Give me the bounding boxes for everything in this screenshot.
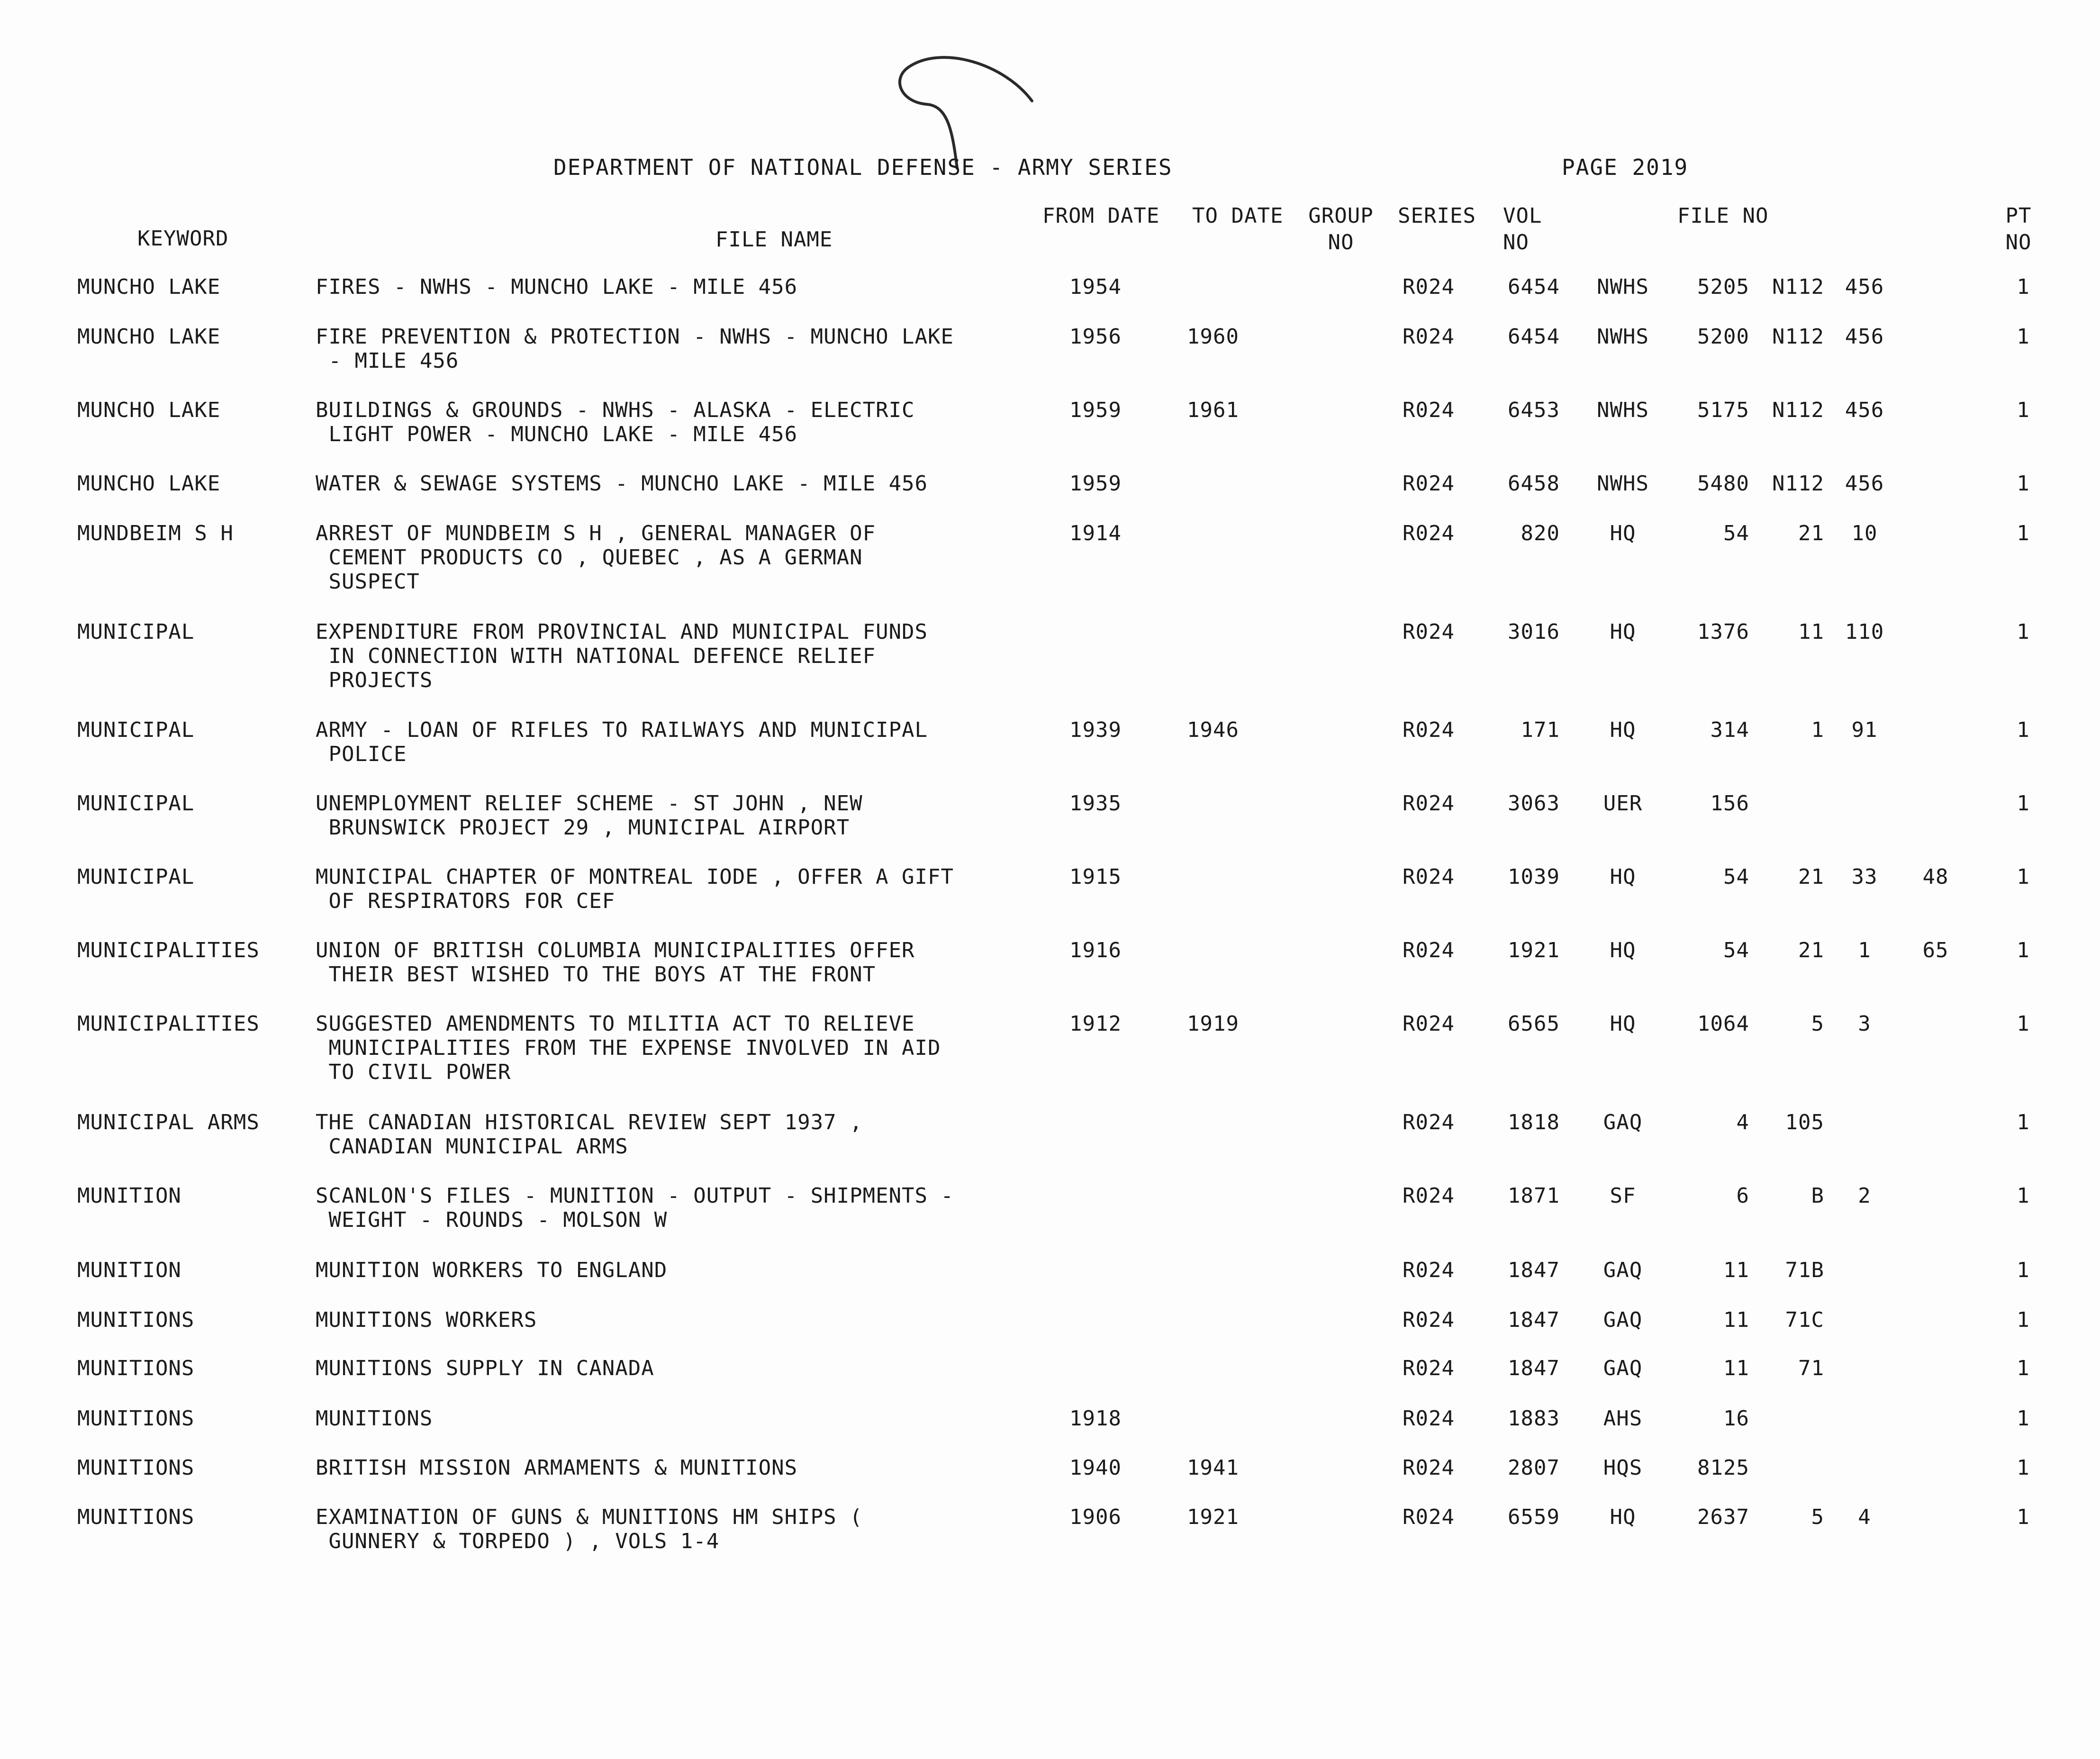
row-file-no-3: 1	[1811, 718, 1824, 742]
row-pt-no: 1	[2017, 521, 2030, 545]
row-file-name: SCANLON'S FILES - MUNITION - OUTPUT - SHIPMENTS - WEIGHT - ROUNDS - MOLSON W	[316, 1184, 954, 1232]
row-vol-no: 6453	[1508, 398, 1560, 422]
row-file-name: BRITISH MISSION ARMAMENTS & MUNITIONS	[316, 1456, 798, 1480]
row-keyword: MUNCHO LAKE	[77, 275, 221, 299]
row-file-no-4: 456	[1845, 275, 1884, 299]
row-keyword: MUNICIPAL	[77, 620, 195, 644]
column-header-group-line1: GROUP	[1308, 204, 1374, 228]
row-file-no-3: 5	[1811, 1012, 1824, 1036]
row-file-no-5: 48	[1922, 865, 1949, 889]
row-pt-no: 1	[2017, 1456, 2030, 1480]
row-keyword: MUNICIPAL	[77, 791, 195, 816]
row-file-name: MUNITIONS	[316, 1406, 433, 1431]
row-series: R024	[1403, 1110, 1455, 1134]
row-file-no-3: 21	[1798, 938, 1824, 962]
row-file-name: SUGGESTED AMENDMENTS TO MILITIA ACT TO RELIEVE MUNICIPALITIES FROM THE EXPENSE INVOLVED IN AID TO CIVIL POWER	[316, 1012, 941, 1084]
page-number: PAGE 2019	[1562, 154, 1689, 180]
row-pt-no: 1	[2017, 791, 2030, 816]
row-vol-no: 6559	[1508, 1505, 1560, 1529]
row-file-name: ARREST OF MUNDBEIM S H , GENERAL MANAGER OF CEMENT PRODUCTS CO , QUEBEC , AS A GERMAN SUSPECT	[316, 521, 876, 594]
row-file-no-2: 8125	[1697, 1456, 1749, 1480]
row-from-date: 1914	[1069, 521, 1122, 545]
row-pt-no: 1	[2017, 471, 2030, 496]
row-pt-no: 1	[2017, 718, 2030, 742]
row-file-no-3: 11	[1798, 620, 1824, 644]
row-from-date: 1940	[1069, 1456, 1122, 1480]
row-series: R024	[1403, 521, 1455, 545]
row-pt-no: 1	[2017, 620, 2030, 644]
column-header-to-date: TO DATE	[1192, 204, 1284, 228]
row-from-date: 1918	[1069, 1406, 1122, 1431]
row-file-no-2: 54	[1723, 865, 1749, 889]
row-file-no-1: HQ	[1610, 1012, 1636, 1036]
row-file-no-1: HQ	[1610, 521, 1636, 545]
row-to-date: 1921	[1187, 1505, 1239, 1529]
row-from-date: 1959	[1069, 398, 1122, 422]
row-file-no-1: GAQ	[1603, 1258, 1643, 1282]
row-file-name: ARMY - LOAN OF RIFLES TO RAILWAYS AND MUNICIPAL POLICE	[316, 718, 928, 766]
row-series: R024	[1403, 325, 1455, 349]
row-vol-no: 3016	[1508, 620, 1560, 644]
row-file-no-1: HQS	[1603, 1456, 1643, 1480]
row-file-no-2: 16	[1723, 1406, 1749, 1431]
row-file-no-1: HQ	[1610, 1505, 1636, 1529]
row-file-no-1: NWHS	[1597, 398, 1649, 422]
row-keyword: MUNICIPAL ARMS	[77, 1110, 260, 1134]
row-keyword: MUNICIPALITIES	[77, 938, 260, 962]
row-to-date: 1941	[1187, 1456, 1239, 1480]
row-keyword: MUNCHO LAKE	[77, 325, 221, 349]
row-file-no-3: 71	[1798, 1356, 1824, 1380]
row-file-name: FIRES - NWHS - MUNCHO LAKE - MILE 456	[316, 275, 798, 299]
row-from-date: 1939	[1069, 718, 1122, 742]
row-pt-no: 1	[2017, 1406, 2030, 1431]
row-file-no-4: 1	[1858, 938, 1871, 962]
row-file-no-1: SF	[1610, 1184, 1636, 1208]
row-keyword: MUNITIONS	[77, 1505, 195, 1529]
column-header-pt-line1: PT	[2005, 204, 2032, 228]
row-file-no-1: HQ	[1610, 938, 1636, 962]
row-series: R024	[1403, 471, 1455, 496]
row-file-no-2: 1376	[1697, 620, 1749, 644]
column-header-series: SERIES	[1398, 204, 1476, 228]
column-header-vol	[1503, 203, 1542, 256]
row-series: R024	[1403, 275, 1455, 299]
row-file-no-3: N112	[1772, 275, 1824, 299]
row-file-no-4: 33	[1851, 865, 1878, 889]
row-keyword: MUNDBEIM S H	[77, 521, 234, 545]
row-file-no-3: N112	[1772, 398, 1824, 422]
row-to-date: 1946	[1187, 718, 1239, 742]
row-file-name: UNEMPLOYMENT RELIEF SCHEME - ST JOHN , NEW BRUNSWICK PROJECT 29 , MUNICIPAL AIRPORT	[316, 791, 863, 840]
row-vol-no: 1921	[1508, 938, 1560, 962]
row-pt-no: 1	[2017, 1184, 2030, 1208]
row-to-date: 1919	[1187, 1012, 1239, 1036]
row-vol-no: 1847	[1508, 1356, 1560, 1380]
row-file-no-3: 71B	[1785, 1258, 1824, 1282]
column-header-pt-line2: NO	[2005, 230, 2032, 254]
row-keyword: MUNITION	[77, 1184, 181, 1208]
column-header-keyword: KEYWORD	[137, 227, 229, 251]
column-header-file-no: FILE NO	[1677, 204, 1769, 228]
row-file-no-2: 2637	[1697, 1505, 1749, 1529]
row-from-date: 1935	[1069, 791, 1122, 816]
row-keyword: MUNITIONS	[77, 1308, 195, 1332]
row-vol-no: 1871	[1508, 1184, 1560, 1208]
row-from-date: 1912	[1069, 1012, 1122, 1036]
row-pt-no: 1	[2017, 1308, 2030, 1332]
row-pt-no: 1	[2017, 1110, 2030, 1134]
row-file-no-3: 21	[1798, 865, 1824, 889]
row-series: R024	[1403, 718, 1455, 742]
row-file-no-2: 6	[1736, 1184, 1749, 1208]
row-file-no-2: 11	[1723, 1258, 1749, 1282]
row-pt-no: 1	[2017, 1505, 2030, 1529]
row-keyword: MUNICIPAL	[77, 865, 195, 889]
row-series: R024	[1403, 1258, 1455, 1282]
row-file-no-3: 21	[1798, 521, 1824, 545]
row-file-no-2: 5205	[1697, 275, 1749, 299]
row-file-no-1: AHS	[1603, 1406, 1643, 1431]
row-file-no-3: B	[1811, 1184, 1824, 1208]
row-series: R024	[1403, 1406, 1455, 1431]
column-header-vol-line1: VOL	[1503, 204, 1542, 228]
row-pt-no: 1	[2017, 865, 2030, 889]
row-file-no-2: 1064	[1697, 1012, 1749, 1036]
row-file-no-3: 105	[1785, 1110, 1824, 1134]
row-to-date: 1960	[1187, 325, 1239, 349]
row-from-date: 1954	[1069, 275, 1122, 299]
row-vol-no: 1847	[1508, 1308, 1560, 1332]
row-series: R024	[1403, 791, 1455, 816]
row-file-no-4: 4	[1858, 1505, 1871, 1529]
row-series: R024	[1403, 1184, 1455, 1208]
row-file-no-1: GAQ	[1603, 1356, 1643, 1380]
row-keyword: MUNICIPALITIES	[77, 1012, 260, 1036]
row-series: R024	[1403, 1356, 1455, 1380]
row-from-date: 1916	[1069, 938, 1122, 962]
column-header-pt	[1990, 203, 2047, 256]
row-file-no-4: 10	[1851, 521, 1878, 545]
row-file-no-5: 65	[1922, 938, 1949, 962]
row-file-no-4: 456	[1845, 471, 1884, 496]
row-vol-no: 1039	[1508, 865, 1560, 889]
row-file-no-1: NWHS	[1597, 275, 1649, 299]
row-vol-no: 2807	[1508, 1456, 1560, 1480]
column-header-vol-line2: NO	[1503, 230, 1529, 254]
row-series: R024	[1403, 1012, 1455, 1036]
row-file-name: THE CANADIAN HISTORICAL REVIEW SEPT 1937 , CANADIAN MUNICIPAL ARMS	[316, 1110, 863, 1159]
row-keyword: MUNCHO LAKE	[77, 471, 221, 496]
row-keyword: MUNITIONS	[77, 1356, 195, 1380]
row-file-no-2: 54	[1723, 938, 1749, 962]
row-vol-no: 1818	[1508, 1110, 1560, 1134]
row-file-no-2: 11	[1723, 1308, 1749, 1332]
row-file-no-2: 5200	[1697, 325, 1749, 349]
document-title: DEPARTMENT OF NATIONAL DEFENSE - ARMY SERIES	[553, 154, 1173, 180]
row-file-name: FIRE PREVENTION & PROTECTION - NWHS - MUNCHO LAKE - MILE 456	[316, 325, 954, 373]
row-file-no-3: 5	[1811, 1505, 1824, 1529]
row-file-no-4: 110	[1845, 620, 1884, 644]
row-file-no-3: 71C	[1785, 1308, 1824, 1332]
row-file-no-1: HQ	[1610, 865, 1636, 889]
row-vol-no: 6458	[1508, 471, 1560, 496]
row-file-no-2: 54	[1723, 521, 1749, 545]
row-file-no-2: 314	[1710, 718, 1749, 742]
row-file-no-3: N112	[1772, 471, 1824, 496]
row-keyword: MUNICIPAL	[77, 718, 195, 742]
row-file-no-4: 456	[1845, 325, 1884, 349]
row-series: R024	[1403, 938, 1455, 962]
row-pt-no: 1	[2017, 275, 2030, 299]
row-file-no-2: 5175	[1697, 398, 1749, 422]
row-keyword: MUNITIONS	[77, 1406, 195, 1431]
row-vol-no: 6565	[1508, 1012, 1560, 1036]
row-pt-no: 1	[2017, 325, 2030, 349]
row-pt-no: 1	[2017, 1012, 2030, 1036]
row-file-no-1: GAQ	[1603, 1308, 1643, 1332]
row-file-no-2: 5480	[1697, 471, 1749, 496]
row-file-no-2: 4	[1736, 1110, 1749, 1134]
row-file-no-2: 11	[1723, 1356, 1749, 1380]
row-file-name: BUILDINGS & GROUNDS - NWHS - ALASKA - ELECTRIC LIGHT POWER - MUNCHO LAKE - MILE 456	[316, 398, 915, 446]
row-from-date: 1959	[1069, 471, 1122, 496]
row-vol-no: 3063	[1508, 791, 1560, 816]
column-header-from-date: FROM DATE	[1042, 204, 1160, 228]
row-keyword: MUNITIONS	[77, 1456, 195, 1480]
row-series: R024	[1403, 1456, 1455, 1480]
row-file-no-1: NWHS	[1597, 325, 1649, 349]
row-series: R024	[1403, 1505, 1455, 1529]
row-file-no-3: N112	[1772, 325, 1824, 349]
row-to-date: 1961	[1187, 398, 1239, 422]
row-file-name: MUNITION WORKERS TO ENGLAND	[316, 1258, 668, 1282]
row-pt-no: 1	[2017, 938, 2030, 962]
column-header-file-name: FILE NAME	[715, 227, 833, 252]
row-file-no-1: UER	[1603, 791, 1643, 816]
row-file-no-2: 156	[1710, 791, 1749, 816]
row-file-name: EXPENDITURE FROM PROVINCIAL AND MUNICIPAL FUNDS IN CONNECTION WITH NATIONAL DEFENCE RELIEF PROJECTS	[316, 620, 928, 692]
row-vol-no: 820	[1521, 521, 1560, 545]
row-file-no-1: HQ	[1610, 620, 1636, 644]
row-file-no-4: 456	[1845, 398, 1884, 422]
row-series: R024	[1403, 620, 1455, 644]
row-file-name: MUNITIONS WORKERS	[316, 1308, 537, 1332]
row-keyword: MUNCHO LAKE	[77, 398, 221, 422]
row-from-date: 1956	[1069, 325, 1122, 349]
row-pt-no: 1	[2017, 398, 2030, 422]
row-file-name: WATER & SEWAGE SYSTEMS - MUNCHO LAKE - MILE 456	[316, 471, 928, 496]
column-header-group-line2: NO	[1328, 230, 1354, 254]
row-file-name: EXAMINATION OF GUNS & MUNITIONS HM SHIPS ( GUNNERY & TORPEDO ) , VOLS 1-4	[316, 1505, 863, 1553]
row-series: R024	[1403, 1308, 1455, 1332]
row-vol-no: 6454	[1508, 325, 1560, 349]
row-series: R024	[1403, 865, 1455, 889]
row-file-no-1: HQ	[1610, 718, 1636, 742]
row-vol-no: 1883	[1508, 1406, 1560, 1431]
row-file-name: MUNICIPAL CHAPTER OF MONTREAL IODE , OFFER A GIFT OF RESPIRATORS FOR CEF	[316, 865, 954, 913]
row-vol-no: 1847	[1508, 1258, 1560, 1282]
row-file-no-4: 2	[1858, 1184, 1871, 1208]
row-from-date: 1915	[1069, 865, 1122, 889]
row-vol-no: 6454	[1508, 275, 1560, 299]
row-keyword: MUNITION	[77, 1258, 181, 1282]
row-pt-no: 1	[2017, 1258, 2030, 1282]
row-pt-no: 1	[2017, 1356, 2030, 1380]
row-file-name: UNION OF BRITISH COLUMBIA MUNICIPALITIES OFFER THEIR BEST WISHED TO THE BOYS AT THE FRONT	[316, 938, 915, 987]
column-header-group	[1298, 203, 1384, 256]
row-file-no-4: 91	[1851, 718, 1878, 742]
row-from-date: 1906	[1069, 1505, 1122, 1529]
row-file-no-4: 3	[1858, 1012, 1871, 1036]
row-file-no-1: NWHS	[1597, 471, 1649, 496]
row-vol-no: 171	[1521, 718, 1560, 742]
row-file-no-1: GAQ	[1603, 1110, 1643, 1134]
row-file-name: MUNITIONS SUPPLY IN CANADA	[316, 1356, 654, 1380]
row-series: R024	[1403, 398, 1455, 422]
